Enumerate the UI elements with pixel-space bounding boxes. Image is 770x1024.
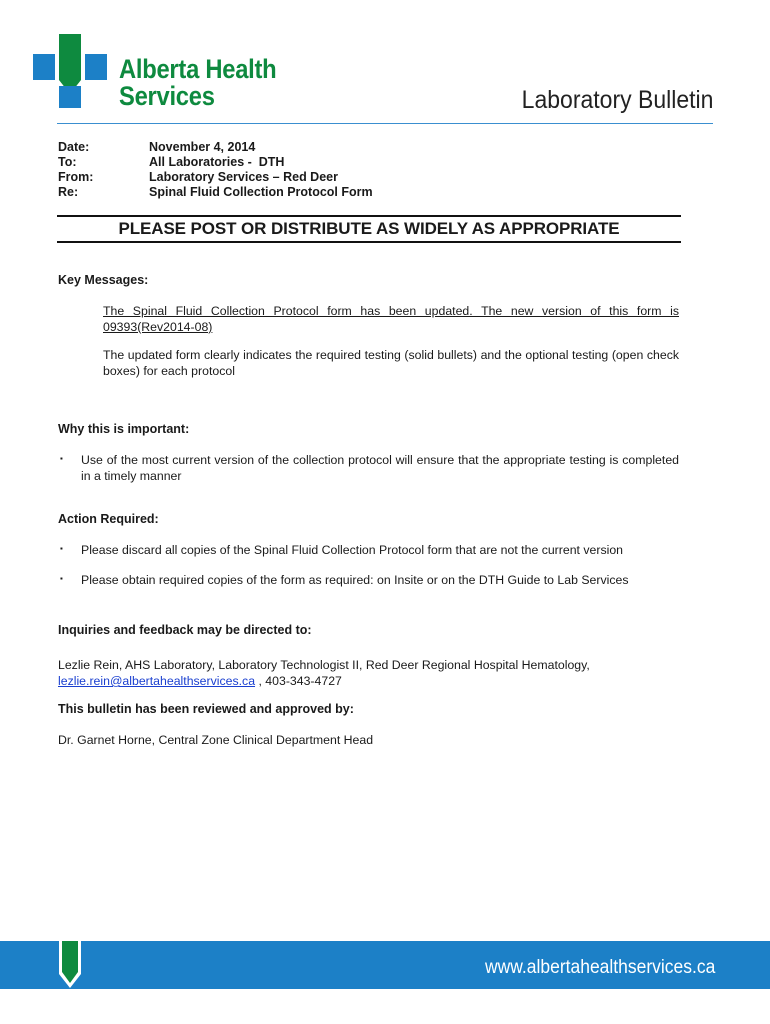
footer-bar <box>0 941 770 989</box>
logo-text-line1: Alberta Health <box>119 54 277 84</box>
inquiries-contact-line: Lezlie Rein, AHS Laboratory, Laboratory Technologist II, Red Deer Regional Hospital Hematology, <box>58 658 590 672</box>
memo-to-label: To: <box>58 155 77 169</box>
banner-bottom-rule <box>57 241 681 243</box>
key-message-1: The Spinal Fluid Collection Protocol form has been updated. The new version of this form is 09393(Rev2014-08) <box>103 304 679 334</box>
inquiries-heading: Inquiries and feedback may be directed to: <box>58 623 312 637</box>
memo-from-row <box>58 170 373 185</box>
banner-top-rule <box>57 215 681 217</box>
memo-from-value: Laboratory Services – Red Deer <box>149 170 338 184</box>
distribution-banner: PLEASE POST OR DISTRIBUTE AS WIDELY AS APPROPRIATE <box>118 219 620 238</box>
memo-date-value: November 4, 2014 <box>149 140 256 154</box>
ahs-logo-mark-icon <box>33 34 117 110</box>
contact-email-link[interactable]: lezlie.rein@albertahealthservices.ca <box>58 674 256 688</box>
memo-re-label: Re: <box>58 185 79 199</box>
action-required-heading: Action Required: <box>58 512 159 526</box>
memo-to-value: All Laboratories - DTH <box>149 155 285 169</box>
key-messages-heading: Key Messages: <box>58 273 149 287</box>
memo-date-row <box>58 140 373 155</box>
memo-to-row <box>58 155 373 170</box>
bullet-icon: ▪ <box>60 454 63 463</box>
logo-text-line2: Services <box>119 81 215 111</box>
contact-phone: , 403-343-4727 <box>255 674 342 688</box>
key-message-2: The updated form clearly indicates the required testing (solid bullets) and the optional testing (open check boxes) for each protocol <box>103 348 679 378</box>
ahs-logo <box>33 34 283 110</box>
memo-re-row <box>58 185 373 200</box>
inquiries-contact <box>58 657 698 689</box>
action-required-bullet-2: Please obtain required copies of the form as required: on Insite or on the DTH Guide to Lab Services <box>81 573 629 587</box>
memo-from-label: From: <box>58 170 94 184</box>
header-divider <box>57 123 713 124</box>
memo-date-label: Date: <box>58 140 90 154</box>
footer-website-link[interactable]: www.albertahealthservices.ca <box>484 957 715 978</box>
memo-block <box>58 140 373 200</box>
bulletin-title: Laboratory Bulletin <box>521 86 713 114</box>
approver-name: Dr. Garnet Horne, Central Zone Clinical Department Head <box>58 733 374 747</box>
approval-heading: This bulletin has been reviewed and approved by: <box>58 702 354 716</box>
memo-re-value: Spinal Fluid Collection Protocol Form <box>149 185 373 199</box>
inquiries-email-line <box>58 673 698 689</box>
why-important-heading: Why this is important: <box>58 422 190 436</box>
why-important-bullet-1: Use of the most current version of the collection protocol will ensure that the appropriate testing is completed in a timely manner <box>81 453 679 483</box>
bullet-icon: ▪ <box>60 574 63 583</box>
bullet-icon: ▪ <box>60 544 63 553</box>
action-required-bullet-1: Please discard all copies of the Spinal Fluid Collection Protocol form that are not the current version <box>81 543 624 557</box>
footer-logo-mark-icon <box>56 941 84 989</box>
